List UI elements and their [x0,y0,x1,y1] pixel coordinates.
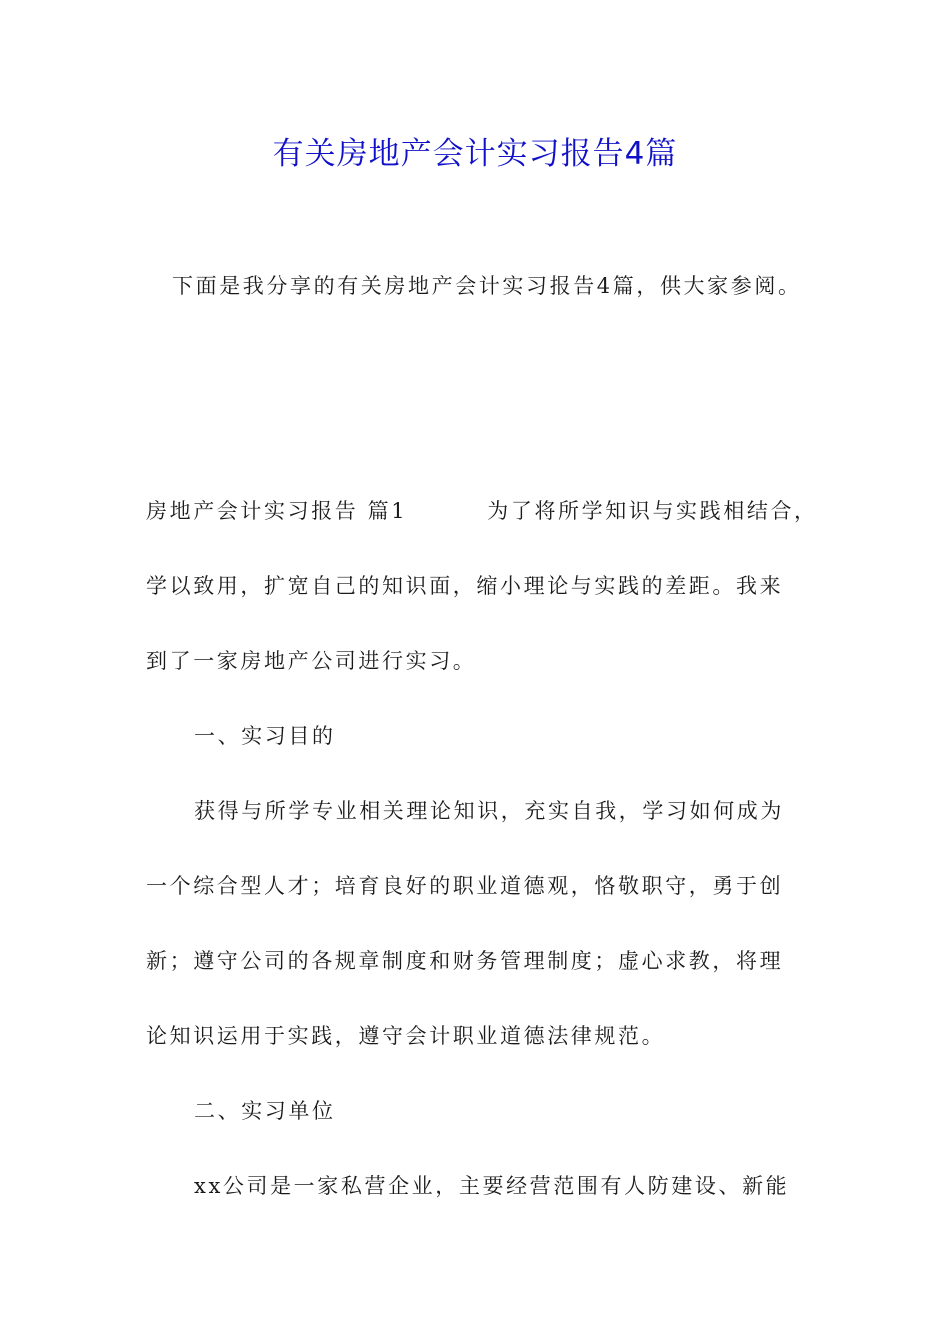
intro-paragraph: 下面是我分享的有关房地产会计实习报告4篇，供大家参阅。 [172,274,802,298]
document-title: 有关房地产会计实习报告4篇 [272,136,678,172]
body-line: 新；遵守公司的各规章制度和财务管理制度；虚心求教，将理 [146,949,784,973]
body-line: 为了将所学知识与实践相结合， [487,499,818,523]
body-line: 论知识运用于实践，遵守会计职业道德法律规范。 [146,1024,666,1048]
body-line: 到了一家房地产公司进行实习。 [146,649,477,673]
section-heading: 房地产会计实习报告 篇1 [146,499,408,523]
body-line: 一个综合型人才；培育良好的职业道德观，恪敬职守，勇于创 [146,874,784,898]
body-line: xx公司是一家私营企业，主要经营范围有人防建设、新能 [194,1174,790,1198]
subheading: 一、实习目的 [194,724,336,748]
body-line: 获得与所学专业相关理论知识，充实自我，学习如何成为 [194,799,784,823]
section-heading-line [146,495,818,525]
subheading: 二、实习单位 [194,1099,336,1123]
body-line: 学以致用，扩宽自己的知识面，缩小理论与实践的差距。我来 [146,574,784,598]
